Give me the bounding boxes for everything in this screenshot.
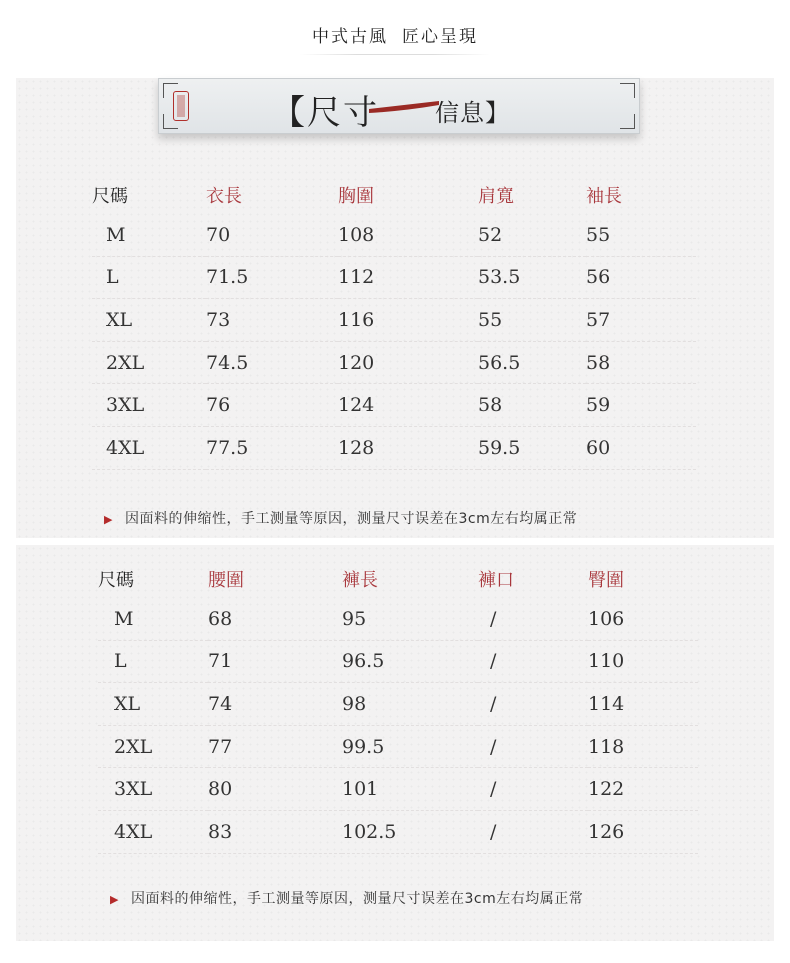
value-cell: 118 (588, 725, 698, 768)
table-row (98, 683, 698, 726)
value-cell: / (478, 598, 588, 640)
note-text: 因面料的伸缩性，手工测量等原因，测量尺寸误差在3cm左右均属正常 (124, 511, 578, 527)
value-cell: 99.5 (342, 725, 478, 768)
value-cell: 102.5 (342, 810, 478, 853)
table-row (98, 598, 698, 640)
table-header-row (98, 560, 698, 598)
column-header: 褲長 (342, 570, 378, 591)
value-cell: 128 (338, 426, 478, 469)
value-cell: 59 (586, 384, 696, 427)
table-row (92, 214, 696, 256)
column-header: 褲口 (478, 570, 514, 591)
value-cell: 58 (586, 341, 696, 384)
value-cell: 71 (208, 640, 342, 683)
value-cell: 56.5 (478, 341, 586, 384)
table-header-row (92, 176, 696, 214)
value-cell: 76 (206, 384, 338, 427)
value-cell: 74 (208, 683, 342, 726)
value-cell: 106 (588, 598, 698, 640)
value-cell: 57 (586, 299, 696, 342)
size-cell: 3XL (92, 384, 206, 427)
value-cell: 70 (206, 214, 338, 256)
column-header: 腰圍 (208, 570, 244, 591)
red-seal-icon (173, 91, 189, 121)
value-cell: 110 (588, 640, 698, 683)
measurement-note (104, 508, 577, 528)
page-tagline (0, 22, 790, 47)
brush-stroke-icon (369, 101, 439, 113)
value-cell: / (478, 683, 588, 726)
value-cell: 71.5 (206, 256, 338, 299)
tagline-sub: 匠心呈現 (402, 27, 478, 47)
triangle-bullet-icon: ▶ (110, 893, 119, 906)
column-header: 肩寬 (478, 186, 514, 207)
table-row (92, 384, 696, 427)
value-cell: 112 (338, 256, 478, 299)
column-header: 臀圍 (588, 570, 624, 591)
table-row (92, 341, 696, 384)
value-cell: 101 (342, 768, 478, 811)
banner-title-right: 信息】 (435, 99, 510, 127)
value-cell: 96.5 (342, 640, 478, 683)
value-cell: 74.5 (206, 341, 338, 384)
banner-corner (620, 114, 635, 129)
size-info-banner (158, 78, 640, 134)
tagline-main: 中式古風 (312, 27, 388, 47)
value-cell: 77.5 (206, 426, 338, 469)
top-size-table (92, 176, 696, 470)
value-cell: 56 (586, 256, 696, 299)
banner-corner (620, 83, 635, 98)
value-cell: 83 (208, 810, 342, 853)
value-cell: 116 (338, 299, 478, 342)
size-cell: 2XL (98, 725, 208, 768)
size-cell: 3XL (98, 768, 208, 811)
column-header: 尺碼 (98, 570, 134, 591)
size-cell: 2XL (92, 341, 206, 384)
table-row (98, 640, 698, 683)
value-cell: 53.5 (478, 256, 586, 299)
value-cell: 114 (588, 683, 698, 726)
value-cell: 124 (338, 384, 478, 427)
value-cell: 55 (586, 214, 696, 256)
value-cell: 73 (206, 299, 338, 342)
size-cell: L (98, 640, 208, 683)
table-row (92, 256, 696, 299)
size-cell: XL (92, 299, 206, 342)
value-cell: 77 (208, 725, 342, 768)
value-cell: / (478, 640, 588, 683)
size-cell: XL (98, 683, 208, 726)
size-cell: M (98, 598, 208, 640)
tagline-divider (300, 54, 490, 55)
value-cell: 98 (342, 683, 478, 726)
value-cell: 120 (338, 341, 478, 384)
bottom-size-table (98, 560, 698, 854)
size-cell: 4XL (98, 810, 208, 853)
measurement-note (110, 888, 583, 908)
value-cell: 122 (588, 768, 698, 811)
column-header: 衣長 (206, 186, 242, 207)
banner-title-left: 【尺寸 (271, 93, 379, 133)
size-cell: L (92, 256, 206, 299)
size-cell: 4XL (92, 426, 206, 469)
value-cell: 80 (208, 768, 342, 811)
table-row (92, 299, 696, 342)
triangle-bullet-icon: ▶ (104, 513, 113, 526)
table-row (92, 426, 696, 469)
table-row (98, 810, 698, 853)
size-cell: M (92, 214, 206, 256)
value-cell: 95 (342, 598, 478, 640)
column-header: 尺碼 (92, 186, 128, 207)
value-cell: 126 (588, 810, 698, 853)
value-cell: / (478, 768, 588, 811)
value-cell: / (478, 810, 588, 853)
value-cell: 59.5 (478, 426, 586, 469)
value-cell: 60 (586, 426, 696, 469)
value-cell: / (478, 725, 588, 768)
table-row (98, 768, 698, 811)
value-cell: 58 (478, 384, 586, 427)
value-cell: 52 (478, 214, 586, 256)
note-text: 因面料的伸缩性，手工测量等原因，测量尺寸误差在3cm左右均属正常 (130, 891, 584, 907)
value-cell: 55 (478, 299, 586, 342)
column-header: 袖長 (586, 186, 622, 207)
value-cell: 108 (338, 214, 478, 256)
table-row (98, 725, 698, 768)
value-cell: 68 (208, 598, 342, 640)
column-header: 胸圍 (338, 186, 374, 207)
